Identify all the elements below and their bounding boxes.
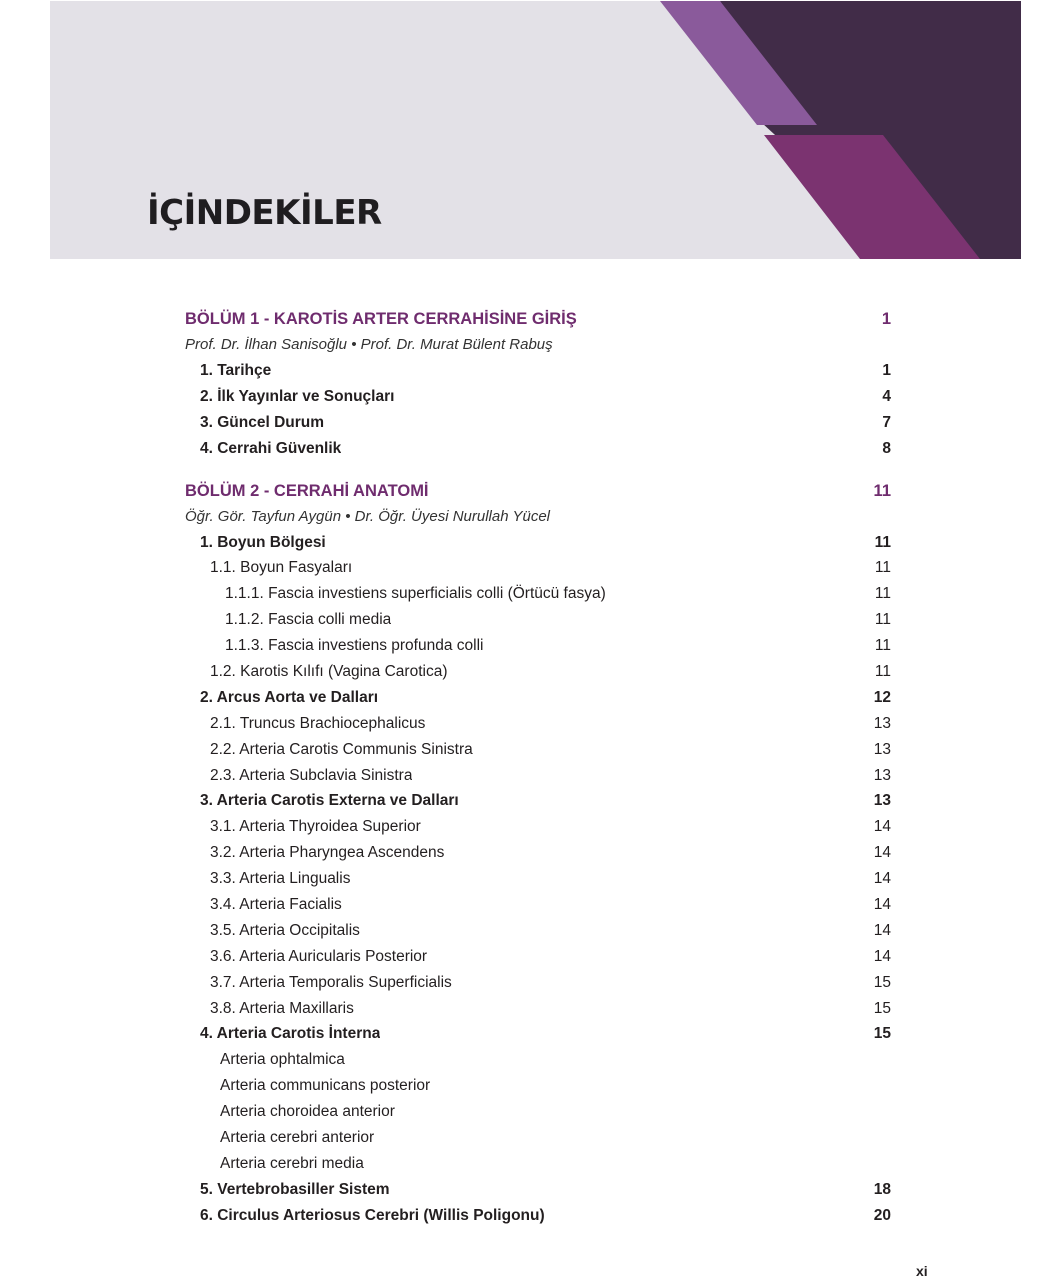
toc-entry[interactable] (185, 1203, 891, 1229)
toc-entry[interactable] (185, 840, 891, 866)
entry-page-number: 15 (873, 1025, 891, 1043)
toc-entry[interactable] (185, 358, 891, 384)
entry-title: 3.1. Arteria Thyroidea Superior (210, 818, 421, 836)
chapter-title: BÖLÜM 2 - CERRAHİ ANATOMİ (185, 481, 429, 500)
entry-page-number: 11 (874, 637, 891, 655)
entry-page-number: 11 (874, 533, 891, 551)
chapter-page-number: 11 (873, 481, 891, 500)
entry-page-number: 11 (874, 611, 891, 629)
entry-page-number: 14 (873, 896, 891, 914)
entry-title: 1.1.2. Fascia colli media (225, 611, 392, 629)
entry-title: 2. Arcus Aorta ve Dalları (200, 688, 379, 706)
toc-entry[interactable] (185, 814, 891, 840)
entry-title: 1.1.1. Fascia investiens superficialis colli (Örtücü fasya) (225, 585, 606, 603)
entry-title: 1.1.3. Fascia investiens profunda colli (225, 637, 484, 655)
toc-entry[interactable] (185, 918, 891, 944)
entry-title: 4. Cerrahi Güvenlik (200, 439, 342, 457)
entry-page-number: 12 (873, 688, 891, 706)
toc-entry[interactable] (185, 1151, 891, 1177)
table-of-contents (185, 306, 891, 1245)
entry-title: 1.1. Boyun Fasyaları (210, 559, 353, 577)
entry-title: Arteria ophtalmica (220, 1051, 345, 1069)
chapter-authors (185, 504, 891, 530)
entry-title: 4. Arteria Carotis İnterna (200, 1025, 381, 1043)
entry-title: 1.2. Karotis Kılıfı (Vagina Carotica) (210, 663, 448, 681)
toc-entry[interactable] (185, 607, 891, 633)
toc-entry[interactable] (185, 410, 891, 436)
toc-entry[interactable] (185, 1047, 891, 1073)
toc-entry[interactable] (185, 659, 891, 685)
chapter-authors (185, 332, 891, 358)
entry-title: 3. Güncel Durum (200, 413, 325, 431)
entry-title: 3.7. Arteria Temporalis Superficialis (210, 973, 452, 991)
entry-page-number: 8 (882, 439, 891, 457)
entry-title: 2.2. Arteria Carotis Communis Sinistra (210, 740, 473, 758)
entry-page-number: 14 (873, 870, 891, 888)
entry-page-number: 13 (873, 714, 891, 732)
chapter-title: BÖLÜM 1 - KAROTİS ARTER CERRAHİSİNE GİRİŞ (185, 310, 577, 328)
entry-page-number: 13 (873, 766, 891, 784)
toc-entry[interactable] (185, 892, 891, 918)
chapter-heading[interactable] (185, 306, 891, 332)
entry-page-number: 15 (873, 999, 891, 1017)
chapter-2 (185, 478, 891, 1229)
entry-page-number: 13 (873, 792, 891, 810)
toc-entry[interactable] (185, 763, 891, 789)
entry-title: 3. Arteria Carotis Externa ve Dalları (200, 792, 459, 810)
entry-title: 3.2. Arteria Pharyngea Ascendens (210, 844, 445, 862)
entry-page-number: 11 (874, 559, 891, 577)
entry-title: 2.3. Arteria Subclavia Sinistra (210, 766, 413, 784)
entry-page-number: 7 (882, 413, 891, 431)
page-number: xi (916, 1263, 928, 1279)
entry-title: 5. Vertebrobasiller Sistem (200, 1180, 390, 1198)
authors-text: Prof. Dr. İlhan Sanisoğlu • Prof. Dr. Murat Bülent Rabuş (185, 336, 553, 353)
entry-title: 2.1. Truncus Brachiocephalicus (210, 714, 426, 732)
entry-page-number: 14 (873, 947, 891, 965)
chapter-heading[interactable] (185, 478, 891, 504)
entry-title: Arteria choroidea anterior (220, 1103, 395, 1121)
entry-page-number: 14 (873, 844, 891, 862)
toc-entry[interactable] (185, 711, 891, 737)
entry-page-number: 11 (874, 663, 891, 681)
entry-title: 3.3. Arteria Lingualis (210, 870, 351, 888)
entry-title: 2. İlk Yayınlar ve Sonuçları (200, 387, 395, 405)
entry-page-number: 13 (873, 740, 891, 758)
entry-page-number: 18 (873, 1180, 891, 1198)
entry-page-number: 20 (873, 1206, 891, 1224)
entry-page-number: 14 (873, 818, 891, 836)
entry-page-number: 1 (882, 362, 891, 379)
page-title: İÇİNDEKİLER (147, 193, 382, 233)
entry-title: 1. Tarihçe (200, 362, 272, 379)
toc-entry[interactable] (185, 633, 891, 659)
toc-entry[interactable] (185, 788, 891, 814)
entry-title: 6. Circulus Arteriosus Cerebri (Willis Poligonu) (200, 1206, 545, 1224)
entry-title: 3.8. Arteria Maxillaris (210, 999, 354, 1017)
entry-title: Arteria communicans posterior (220, 1077, 431, 1095)
toc-entry[interactable] (185, 1021, 891, 1047)
header-banner (50, 1, 1021, 259)
toc-entry[interactable] (185, 1099, 891, 1125)
toc-entry[interactable] (185, 866, 891, 892)
authors-text: Öğr. Gör. Tayfun Aygün • Dr. Öğr. Üyesi Nurullah Yücel (185, 507, 550, 525)
toc-entry[interactable] (185, 384, 891, 410)
toc-entry[interactable] (185, 944, 891, 970)
entry-page-number: 11 (874, 585, 891, 603)
toc-entry[interactable] (185, 581, 891, 607)
chapter-page-number: 1 (881, 310, 891, 328)
entry-title: 3.4. Arteria Facialis (210, 896, 342, 914)
entry-page-number: 4 (882, 387, 891, 405)
toc-entry[interactable] (185, 530, 891, 556)
toc-entry[interactable] (185, 1177, 891, 1203)
entry-page-number: 15 (873, 973, 891, 991)
toc-entry[interactable] (185, 436, 891, 462)
entry-title: Arteria cerebri anterior (220, 1129, 375, 1147)
toc-entry[interactable] (185, 1073, 891, 1099)
toc-entry[interactable] (185, 970, 891, 996)
toc-entry[interactable] (185, 555, 891, 581)
entry-title: 3.5. Arteria Occipitalis (210, 921, 360, 939)
toc-entry[interactable] (185, 1125, 891, 1151)
toc-entry[interactable] (185, 996, 891, 1022)
toc-entry[interactable] (185, 685, 891, 711)
toc-entry[interactable] (185, 737, 891, 763)
chapter-1 (185, 306, 891, 462)
entry-title: Arteria cerebri media (220, 1154, 364, 1172)
entry-title: 3.6. Arteria Auricularis Posterior (210, 947, 428, 965)
entry-page-number: 14 (873, 921, 891, 939)
entry-title: 1. Boyun Bölgesi (200, 533, 326, 551)
